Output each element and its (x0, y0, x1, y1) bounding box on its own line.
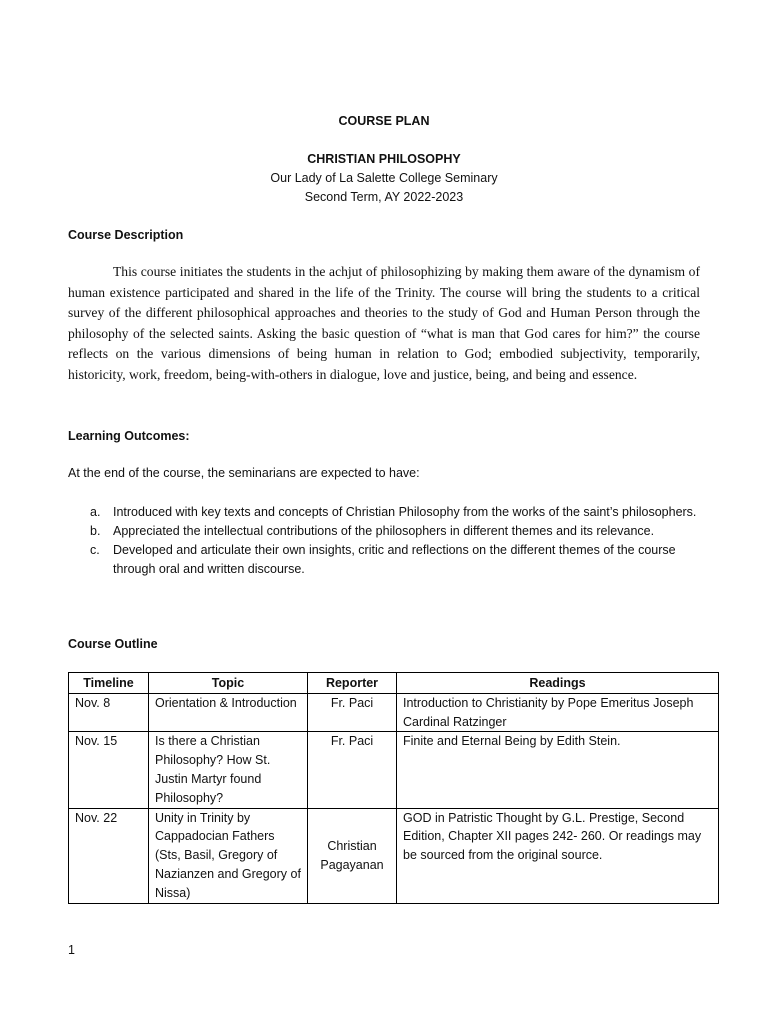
cell-readings: Finite and Eternal Being by Edith Stein. (397, 732, 719, 808)
document-title: COURSE PLAN (338, 114, 430, 128)
learning-outcomes-list (68, 503, 700, 579)
course-description-paragraph: This course initiates the students in the achjut of philosophizing by making them aware of the dynamism of human existence participated and shared in the life of the Trinity. The course will bring the students to a critical survey of the different philosophical approaches and theories to the study of God and Human Person through the philosophy of the selected saints. Asking the basic question of “what is man that God cares for him?” the course reflects on the various dimensions of being human in relation to God; embodied subjectivity, temporarily, historicity, work, freedom, being-with-others in dialogue, love and justice, being, and being and essence. (68, 264, 700, 382)
cell-timeline: Nov. 15 (69, 732, 149, 808)
list-item-text: Developed and articulate their own insights, critic and reflections on the different themes of the course through oral and written discourse. (113, 543, 676, 576)
list-item (68, 503, 700, 522)
list-item (68, 522, 700, 541)
subject-title: CHRISTIAN PHILOSOPHY (307, 152, 461, 166)
column-header-readings: Readings (397, 673, 719, 694)
cell-topic: Is there a Christian Philosophy? How St. Justin Martyr found Philosophy? (149, 732, 308, 808)
list-marker: c. (90, 543, 100, 557)
table-row (69, 808, 719, 903)
cell-timeline: Nov. 22 (69, 808, 149, 903)
page-number: 1 (68, 943, 75, 957)
column-header-reporter: Reporter (308, 673, 397, 694)
table-row (69, 732, 719, 808)
course-description-heading: Course Description (68, 228, 184, 242)
cell-readings: GOD in Patristic Thought by G.L. Prestige, Second Edition, Chapter XII pages 242- 260. Or readings may be sourced from the original source. (397, 808, 719, 903)
learning-outcomes-heading: Learning Outcomes: (68, 429, 190, 443)
list-item (68, 541, 700, 579)
course-outline-table (68, 672, 719, 904)
list-marker: a. (90, 505, 101, 519)
course-outline-heading: Course Outline (68, 637, 158, 651)
cell-topic: Unity in Trinity by Cappadocian Fathers (Sts, Basil, Gregory of Nazianzen and Gregory of Nissa) (149, 808, 308, 903)
cell-reporter: Fr. Paci (308, 693, 397, 732)
academic-term: Second Term, AY 2022-2023 (304, 190, 464, 204)
cell-reporter: Christian Pagayanan (308, 808, 397, 903)
learning-outcomes-intro: At the end of the course, the seminarians are expected to have: (68, 466, 420, 480)
cell-topic: Orientation & Introduction (149, 693, 308, 732)
column-header-timeline: Timeline (69, 673, 149, 694)
list-item-text: Introduced with key texts and concepts of Christian Philosophy from the works of the saint’s philosophers. (113, 505, 697, 519)
list-item-text: Appreciated the intellectual contributions of the philosophers in different themes and its relevance. (113, 524, 655, 538)
cell-readings: Introduction to Christianity by Pope Emeritus Joseph Cardinal Ratzinger (397, 693, 719, 732)
list-marker: b. (90, 524, 101, 538)
cell-timeline: Nov. 8 (69, 693, 149, 732)
table-row (69, 693, 719, 732)
table-header-row (69, 673, 719, 694)
institution-name: Our Lady of La Salette College Seminary (270, 171, 498, 185)
column-header-topic: Topic (149, 673, 308, 694)
cell-reporter: Fr. Paci (308, 732, 397, 808)
